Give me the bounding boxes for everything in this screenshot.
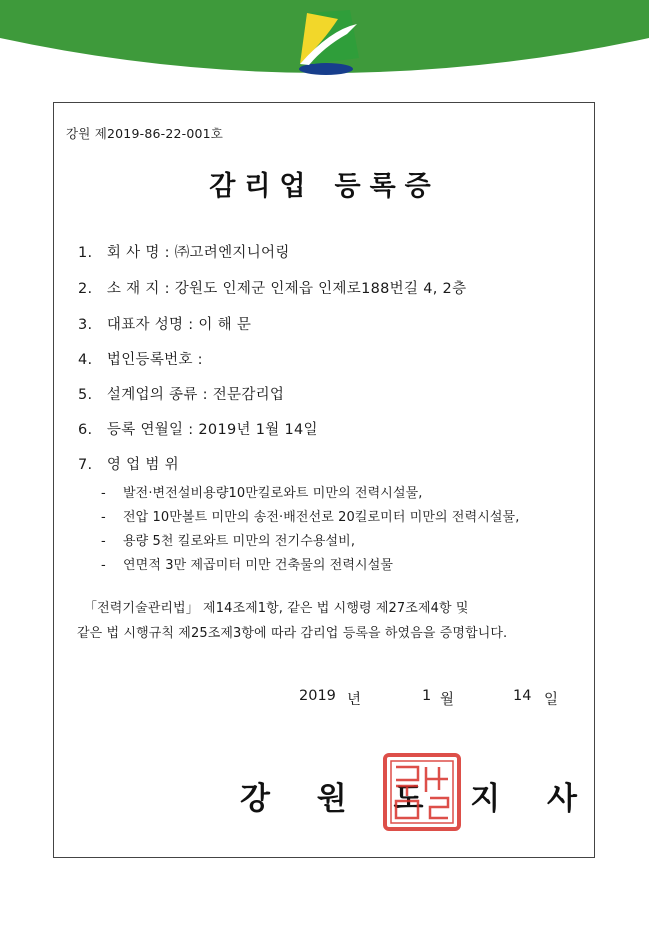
statement-line-1: 「전력기술관리법」 제14조제1항, 같은 법 시행령 제27조제4항 및: [84, 601, 469, 616]
certificate-border: [53, 102, 595, 858]
issuer-name: 강 원 도 지 사: [240, 781, 595, 817]
item-value: 이 해 문: [198, 317, 252, 333]
business-type-row: 5. 설계업의 종류 : 전문감리업: [78, 387, 285, 403]
item-label: 대표자 성명 :: [106, 317, 194, 333]
item-label: 설계업의 종류 :: [106, 387, 208, 403]
issue-day: 14: [513, 688, 532, 704]
item-label: 법인등록번호 :: [106, 352, 203, 368]
corp-registration-row: 4. 법인등록번호 :: [78, 352, 203, 368]
item-label: 회 사 명 :: [106, 245, 170, 261]
issue-day-unit: 일: [544, 692, 559, 708]
address-row: 2. 소 재 지 : 강원도 인제군 인제읍 인제로188번길 4, 2층: [78, 281, 467, 297]
item-value: 강원도 인제군 인제읍 인제로188번길 4, 2층: [174, 281, 467, 297]
scope-item: - 발전·변전설비용량10만킬로와트 미만의 전력시설물,: [101, 486, 423, 501]
statement-line-2: 같은 법 시행규칙 제25조제3항에 따라 감리업 등록을 하였음을 증명합니다.: [77, 626, 508, 641]
business-scope-row: 7. 영 업 범 위: [78, 457, 179, 473]
document-number: 강원 제2019-86-22-001호: [66, 126, 224, 141]
company-name-row: 1. 회 사 명 : ㈜고려엔지니어링: [78, 245, 290, 261]
item-label: 소 재 지 :: [106, 281, 170, 297]
province-logo-icon: [286, 8, 366, 78]
representative-row: 3. 대표자 성명 : 이 해 문: [78, 317, 252, 333]
scope-item: - 전압 10만볼트 미만의 송전·배전선로 20킬로미터 미만의 전력시설물,: [101, 510, 520, 525]
item-value: ㈜고려엔지니어링: [174, 245, 290, 261]
issue-year-unit: 년: [347, 692, 362, 708]
issue-year: 2019: [299, 688, 336, 704]
registration-date-row: 6. 등록 연월일 : 2019년 1월 14일: [78, 422, 318, 438]
scope-item: - 용량 5천 킬로와트 미만의 전기수용설비,: [101, 534, 356, 549]
certificate-title: [0, 164, 649, 203]
item-label: 영 업 범 위: [106, 457, 179, 473]
item-label: 등록 연월일 :: [106, 422, 194, 438]
title-part-2: 등록증: [334, 171, 440, 202]
item-value: 2019년 1월 14일: [198, 422, 318, 438]
item-value: 전문감리업: [212, 387, 285, 403]
title-part-1: 감리업: [209, 171, 315, 202]
scope-item: - 연면적 3만 제곱미터 미만 건축물의 전력시설물: [101, 558, 394, 573]
official-seal-icon: [382, 752, 462, 832]
issue-month-unit: 월: [440, 692, 455, 708]
issue-month: 1: [422, 688, 432, 704]
